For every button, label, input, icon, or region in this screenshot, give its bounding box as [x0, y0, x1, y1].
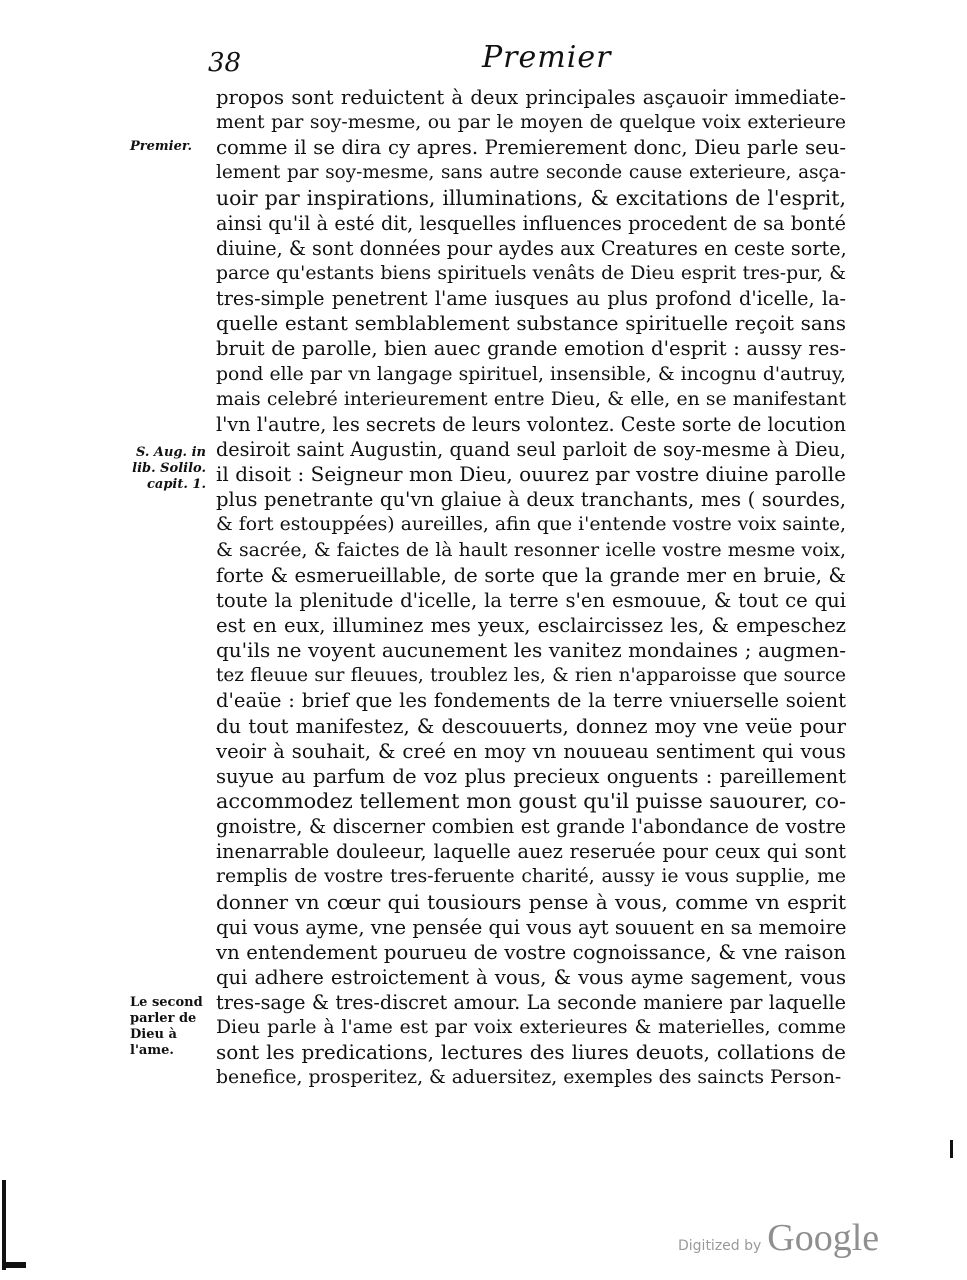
text-line: & sacrée, & faictes de là hault resonner icelle vostre mesme voix,: [216, 539, 846, 561]
running-title: Premier: [482, 40, 612, 75]
text-line: accommodez tellement mon goust qu'il puisse sauourer, co-: [216, 788, 846, 813]
text-line: tres-sage & tres-discret amour. La seconde maniere par laquelle: [216, 991, 846, 1015]
text-line: toute la plenitude d'icelle, la terre s'en esmouue, & tout ce qui: [216, 588, 846, 612]
google-logo: Google: [767, 1217, 880, 1259]
margin-note-augustin: S. Aug. in lib. Solilo. capit. 1.: [132, 445, 206, 492]
text-line: tez fleuue sur fleuues, troublez les, & rien n'apparoisse que source: [216, 665, 846, 687]
text-line: propos sont reduictent à deux principales asçauoir immediate-: [216, 86, 846, 109]
text-line: parce qu'estants biens spirituels venâts de Dieu esprit tres-pur, &: [216, 262, 846, 284]
text-line: diuine, & sont données pour aydes aux Creatures en ceste sorte,: [216, 236, 847, 260]
body-text: [216, 85, 846, 1091]
text-line: il disoit : Seigneur mon Dieu, ouurez par vostre diuine parolle: [216, 462, 846, 487]
text-line: forte & esmerueillable, de sorte que la grande mer en bruie, &: [216, 563, 846, 587]
text-line: l'vn l'autre, les secrets de leurs volontez. Ceste sorte de locution: [216, 412, 846, 436]
text-line: tres-simple penetrent l'ame iusques au plus profond d'icelle, la-: [216, 287, 846, 311]
text-line: suyue au parfum de voz plus precieux onguents : pareillement: [216, 764, 846, 788]
text-line: & fort estouppées) aureilles, afin que i'entende vostre voix sainte,: [216, 514, 846, 536]
text-line: donner vn cœur qui tousiours pense à vous, comme vn esprit: [216, 889, 846, 914]
text-line: remplis de vostre tres-feruente charité, aussy ie vous supplie, me: [216, 866, 846, 888]
text-line: d'eaüe : brief que les fondements de la terre vniuerselle soient: [216, 689, 846, 713]
text-line: qui vous ayme, vne pensée qui vous ayt souuent en sa memoire: [216, 915, 847, 939]
margin-note-second-parler: Le second parler de Dieu à l'ame.: [130, 995, 203, 1058]
text-line: plus penetrante qu'vn glaiue à deux tranchants, mes ( sourdes,: [216, 488, 846, 512]
text-line: qui adhere estroictement à vous, & vous ayme sagement, vous: [216, 965, 846, 989]
text-line: uoir par inspirations, illuminations, & excitations de l'esprit,: [216, 185, 846, 210]
digitized-by-label: Digitized by: [678, 1238, 762, 1254]
page-number: 38: [208, 48, 242, 78]
text-line: inenarrable douleeur, laquelle auez reseruée pour ceux qui sont: [216, 840, 846, 864]
text-line: mais celebré interieurement entre Dieu, & elle, en se manifestant: [216, 388, 846, 410]
text-line: gnoistre, & discerner combien est grande l'abondance de vostre: [216, 815, 846, 839]
text-line: veoir à souhait, & creé en moy vn nouueau sentiment qui vous: [216, 739, 846, 763]
text-line: benefice, prosperitez, & aduersitez, exemples des saincts Person-: [216, 1067, 842, 1089]
text-line: ment par soy-mesme, ou par le moyen de quelque voix exterieure: [216, 112, 846, 134]
text-line: quelle estant semblablement substance spirituelle reçoit sans: [216, 311, 846, 336]
text-line: desiroit saint Augustin, quand seul parloit de soy-mesme à Dieu,: [216, 437, 846, 461]
digitization-stamp: [678, 1216, 879, 1260]
text-line: bruit de parolle, bien auec grande emotion d'esprit : aussy res-: [216, 337, 846, 361]
scan-edge-mark: [2, 1180, 6, 1270]
text-line: ainsi qu'il à esté dit, lesquelles influences procedent de sa bonté: [216, 211, 846, 235]
text-line: du tout manifestez, & descouuerts, donnez moy vne veüe pour: [216, 714, 846, 738]
scan-edge-mark: [2, 1262, 26, 1268]
text-line: pond elle par vn langage spirituel, insensible, & incognu d'autruy,: [216, 363, 846, 385]
text-line: qu'ils ne voyent aucunement les vanitez mondaines ; augmen-: [216, 638, 846, 663]
text-line: Dieu parle à l'ame est par voix exterieures & materielles, comme: [216, 1017, 846, 1039]
text-line: vn entendement pourueu de vostre cognoissance, & vne raison: [216, 940, 846, 964]
text-line: est en eux, illuminez mes yeux, esclaircissez les, & empeschez: [216, 613, 846, 637]
text-line: comme il se dira cy apres. Premierement donc, Dieu parle seu-: [216, 136, 846, 160]
scan-edge-mark: [950, 1140, 953, 1158]
text-line: sont les predications, lectures des liures deuots, collations de: [216, 1040, 846, 1065]
margin-note-premier: Premier.: [130, 139, 193, 154]
text-line: lement par soy-mesme, sans autre seconde cause exterieure, asça-: [216, 162, 846, 184]
